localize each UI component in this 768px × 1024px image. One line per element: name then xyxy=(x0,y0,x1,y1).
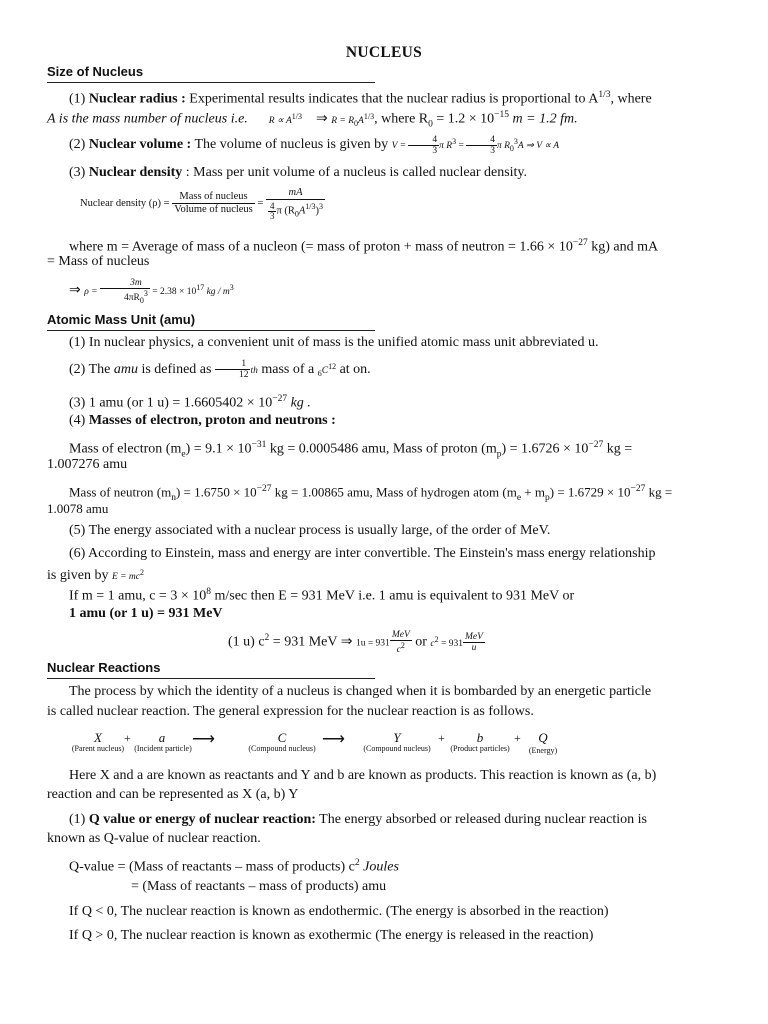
q-value-formula-amu: = (Mass of reactants – mass of products) amu xyxy=(131,879,387,894)
q-value-line2: known as Q-value of nuclear reaction. xyxy=(47,831,261,846)
reactant-x-label: (Parent nucleus) xyxy=(71,744,125,753)
plus-sign: + xyxy=(438,731,445,745)
arrow-2: ⟶ xyxy=(322,731,345,748)
amu-point-6: (6) According to Einstein, mass and energy are inter convertible. The Einstein's mass energy relationship xyxy=(69,546,656,561)
reaction-intro-line2: is called nuclear reaction. The general expression for the nuclear reaction is as follows. xyxy=(47,704,534,719)
section-heading-size: Size of Nucleus xyxy=(47,64,144,79)
energy-q-label: (Energy) xyxy=(528,746,558,755)
where-m-line2: = Mass of nucleus xyxy=(47,254,150,269)
compound-c: C xyxy=(277,730,287,745)
reactant-x: X xyxy=(94,730,102,745)
section-rule xyxy=(47,678,375,679)
amu-931-mev: 1 amu (or 1 u) = 931 MeV xyxy=(69,606,223,621)
plus-sign: + xyxy=(514,731,521,745)
endothermic-line: If Q < 0, The nuclear reaction is known as endothermic. (The energy is absorbed in the reaction) xyxy=(69,904,609,919)
electron-proton-mass-line2: 1.007276 amu xyxy=(47,457,128,472)
amu-point-3: (3) 1 amu (or 1 $u) = 1.6605402 \times 10^{-27}$ kg . xyxy=(69,394,311,411)
neutron-hydrogen-mass-line2: 1.0078 amu xyxy=(47,501,109,516)
nuclear-radius-paragraph: (1) Nuclear radius : Experimental results indicates that the nuclear radius is proportional to $A^{1/3}$, where xyxy=(69,90,652,107)
nuclear-density-paragraph: (3) Nuclear density : Mass per unit volume of a nucleus is called nuclear density. xyxy=(69,165,528,180)
einstein-931-line: If m = 1 amu, $c = 3 \times 10^8$ m/sec then E = 931 MeV i.e. 1 amu is equivalent to 931 MeV or xyxy=(69,587,575,604)
section-rule xyxy=(47,82,375,83)
exothermic-line: If Q > 0, The nuclear reaction is known as exothermic (The energy is released in the reaction) xyxy=(69,928,594,943)
section-heading-amu: Atomic Mass Unit (amu) xyxy=(47,312,196,327)
amu-mev-formula: (1 u) $c^2 = 931$ MeV ⇒ 1u = 931 $\frac{\text{MeV}}{c^2}$ or $c^2 = 931$ $\frac{\text{MeV}}{u}$ xyxy=(228,629,483,656)
product-y: Y xyxy=(393,730,401,745)
reactants-products-line2: reaction and can be represented as X (a, b) Y xyxy=(47,787,299,802)
arrow-1: ⟶ xyxy=(192,731,215,748)
density-value-formula: ⇒ ρ = $\frac{3m}{4\pi R_0^3}$ = $2.38 \times 10^{17}$ kg / $m^3$ xyxy=(69,278,234,306)
energy-q: Q xyxy=(538,730,548,745)
reactants-products-paragraph: Here X and a are known as reactants and Y and b are known as products. This reaction is known as (a, b) xyxy=(69,768,657,783)
product-b-label: (Product particles) xyxy=(450,744,510,753)
product-y-label: (Compound nucleus) xyxy=(363,744,431,753)
page-title: NUCLEUS xyxy=(345,44,423,61)
amu-point-1: (1) In nuclear physics, a convenient unit of mass is the unified atomic mass unit abbreviated u. xyxy=(69,335,599,350)
section-rule xyxy=(47,330,375,331)
nuclear-density-formula: Nuclear density (ρ) = $\frac{\text{Mass of nucleus}}{\text{Volume of nucleus}}$ = mA $\frac{4}{3}$ π $(R_0A^{1/3})^3$ xyxy=(80,187,324,221)
amu-point-5: (5) The energy associated with a nuclear process is usually large, of the order of MeV. xyxy=(69,523,551,538)
neutron-hydrogen-mass: Mass of neutron $(m_n) = 1.6750 \times 10^{-27}$ kg = 1.00865 amu, Mass of hydrogen atom $(m_e + m_p) = 1.6729 \times 10^{-27}$ kg = xyxy=(69,484,673,503)
reactant-a: a xyxy=(158,730,166,745)
amu-point-2: (2) The amu is defined as $\frac{1}{12}$ th mass of a $_6C^{12}$ at on. xyxy=(69,359,371,381)
q-value-paragraph: (1) Q value or energy of nuclear reaction: The energy absorbed or released during nuclear reaction is xyxy=(69,812,647,827)
electron-proton-mass: Mass of electron $(m_e) = 9.1 \times 10^{-31}$ kg = 0.0005486 amu, Mass of proton $(m_p) = 1.6726 \times 10^{-27}$ kg = xyxy=(69,440,633,460)
product-b: b xyxy=(476,730,484,745)
reactant-a-label: (Incident particle) xyxy=(134,744,192,753)
amu-point-6-line2: is given by $E = mc^2$ xyxy=(47,568,144,584)
nuclear-radius-line2: A is the mass number of nucleus i.e. $R \propto A^{1/3}$ ⇒ $R = R_0A^{1/3}$, where $R_0 = 1.2 \times 10^{-15}$ m = 1.2 fm. xyxy=(47,110,578,130)
compound-c-label: (Compound nucleus) xyxy=(248,744,316,753)
q-value-formula-joules: Q-value = (Mass of reactants – mass of products) $c^2$ Joules xyxy=(69,858,399,875)
amu-point-4-heading: (4) Masses of electron, proton and neutrons : xyxy=(69,413,336,428)
reaction-intro: The process by which the identity of a nucleus is changed when it is bombarded by an energetic particle xyxy=(69,684,652,699)
where-m-paragraph: where m = Average of mass of a nucleon (= mass of proton + mass of neutron = $1.66 \times 10^{-27}$ kg) and mA xyxy=(69,238,659,255)
section-heading-reactions: Nuclear Reactions xyxy=(47,660,161,675)
plus-sign: + xyxy=(124,731,131,745)
nuclear-volume-paragraph: (2) Nuclear volume : The volume of nucleus is given by V = $\frac{4}{3}$ π $R^3$ = $\frac{4}{3}$ π $R_0^3A$ ⇒ V ∝ A xyxy=(69,135,560,157)
